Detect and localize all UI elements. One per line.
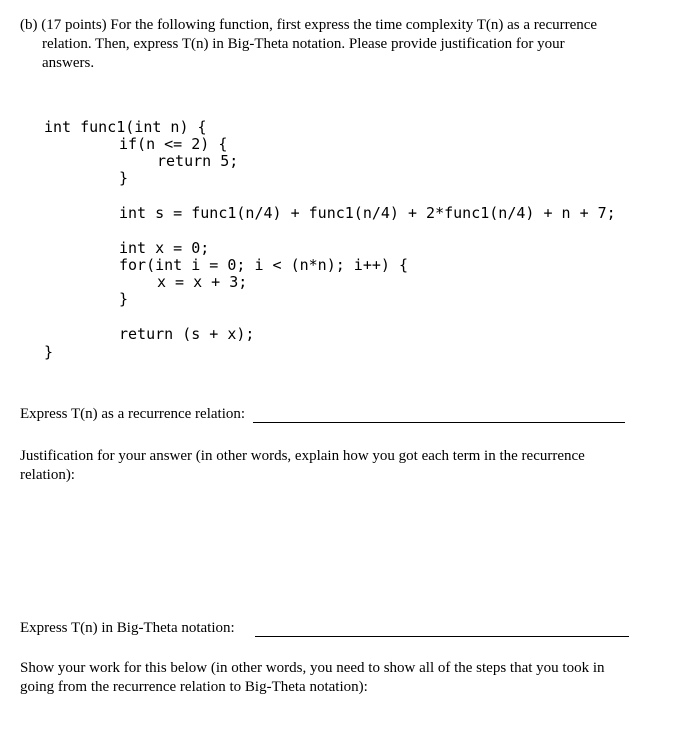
big-theta-answer-blank[interactable] — [255, 622, 629, 637]
code-line-if: if(n <= 2) { — [119, 135, 228, 153]
question-line-1: (b) (17 points) For the following function, first express the time complexity T(n) as a recurrence — [20, 17, 598, 33]
recurrence-answer-blank[interactable] — [253, 408, 625, 423]
code-line-init-x: int x = 0; — [119, 239, 210, 257]
code-line-return-5: return 5; — [157, 152, 239, 170]
code-line-for-close: } — [119, 290, 129, 308]
question-prompt — [20, 16, 650, 73]
code-line-return-sum: return (s + x); — [119, 325, 255, 343]
code-line-if-close: } — [119, 169, 129, 187]
code-line-for: for(int i = 0; i < (n*n); i++) { — [119, 256, 408, 274]
big-theta-answer-row — [20, 620, 629, 637]
question-line-2: relation. Then, express T(n) in Big-Theta notation. Please provide justification for your — [42, 36, 565, 52]
recurrence-answer-row — [20, 406, 625, 423]
question-line-3: answers. — [42, 55, 95, 71]
code-line-function-close: } — [44, 343, 54, 361]
big-theta-label: Express T(n) in Big-Theta notation: — [20, 620, 235, 636]
code-line-signature: int func1(int n) { — [44, 118, 207, 136]
work-line-1: Show your work for this below (in other words, you need to show all of the steps that you took in — [20, 660, 605, 676]
big-theta-work-prompt — [20, 659, 650, 697]
justification-line-1: Justification for your answer (in other words, explain how you got each term in the recurrence — [20, 448, 585, 464]
recurrence-label: Express T(n) as a recurrence relation: — [20, 406, 246, 422]
code-line-recursive-calls: int s = func1(n/4) + func1(n/4) + 2*func1(n/4) + n + 7; — [119, 204, 616, 222]
justification-line-2: relation): — [20, 467, 75, 483]
code-line-loop-body: x = x + 3; — [157, 273, 248, 291]
recurrence-justification-prompt — [20, 447, 650, 485]
work-line-2: going from the recurrence relation to Big-Theta notation): — [20, 679, 368, 695]
